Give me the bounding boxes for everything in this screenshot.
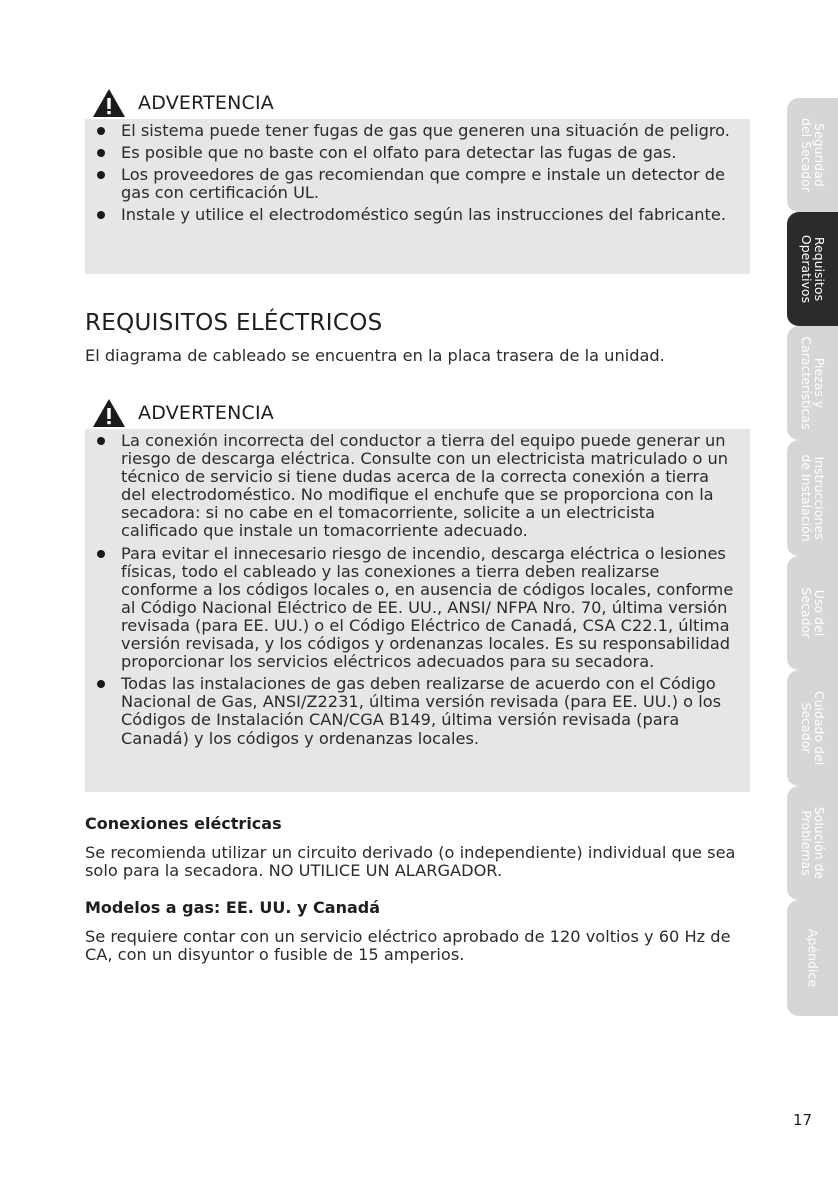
bullet-icon bbox=[97, 171, 105, 179]
warning-title: ADVERTENCIA bbox=[138, 92, 275, 114]
tab-label: del Secador bbox=[798, 118, 814, 192]
warning-heading-2 bbox=[92, 398, 274, 428]
list-item: La conexión incorrecta del conductor a tierra del equipo puede generar un riesgo de descarga eléctrica. Consulte con un electricista matriculado o un técnico de servicio si tiene dudas acerca de la correcta conexión a tierra del electrodoméstico. No modifique el enchufe que se proporciona con la secadora: si no cabe en el tomacorriente, solicite a un electricista calificado que instale un tomacorriente adecuado. bbox=[97, 432, 736, 541]
tab-piezas[interactable] bbox=[787, 326, 838, 441]
page-number: 17 bbox=[793, 1111, 813, 1129]
tab-label: Características bbox=[798, 336, 814, 430]
tab-label: Piezas y bbox=[811, 357, 827, 409]
tab-label: Instrucciones bbox=[811, 456, 827, 540]
tab-requisitos[interactable] bbox=[787, 212, 838, 327]
warning-title: ADVERTENCIA bbox=[138, 402, 275, 424]
bullet-icon bbox=[97, 550, 105, 558]
tab-uso[interactable] bbox=[787, 556, 838, 671]
warning-triangle-icon bbox=[92, 88, 126, 118]
tab-cuidado[interactable] bbox=[787, 670, 838, 787]
bullet-icon bbox=[97, 437, 105, 445]
bullet-icon bbox=[97, 149, 105, 157]
tab-solucion[interactable] bbox=[787, 786, 838, 901]
warning-triangle-icon bbox=[92, 398, 126, 428]
tab-seguridad[interactable] bbox=[787, 98, 838, 213]
list-item: Instale y utilice el electrodoméstico según las instrucciones del fabricante. bbox=[97, 206, 736, 224]
list-item: Es posible que no baste con el olfato para detectar las fugas de gas. bbox=[97, 144, 736, 162]
warning-heading-1 bbox=[92, 88, 274, 118]
tab-label: de Instalación bbox=[798, 454, 814, 542]
list-item: Los proveedores de gas recomiendan que compre e instale un detector de gas con certificación UL. bbox=[97, 166, 736, 202]
electrical-text: Se recomienda utilizar un circuito derivado (o independiente) individual que sea solo para la secadora. NO UTILICE UN ALARGADOR. bbox=[85, 843, 736, 881]
section-intro: El diagrama de cableado se encuentra en la placa trasera de la unidad. bbox=[85, 346, 665, 365]
electrical-heading: Conexiones eléctricas bbox=[85, 814, 282, 833]
tab-label: Requisitos bbox=[811, 236, 827, 302]
list-item: Para evitar el innecesario riesgo de incendio, descarga eléctrica o lesiones físicas, todo el cableado y las conexiones a tierra deben realizarse conforme a los códigos locales o, en ausencia de códigos locales, conforme al Código Nacional Eléctrico de EE. UU., ANSI/ NFPA Nro. 70, última versión revisada (para EE. UU.) o el Código Eléctrico de Canadá, CSA C22.1, última versión revisada, y los códigos y ordenanzas locales. Es su responsabilidad proporcionar los servicios eléctricos adecuados para su secadora. bbox=[97, 545, 736, 672]
tab-label: Operativos bbox=[798, 234, 814, 304]
tab-label: Cuidado del bbox=[811, 690, 827, 766]
tab-label: Seguridad bbox=[811, 123, 827, 187]
bullet-icon bbox=[97, 680, 105, 688]
bullet-icon bbox=[97, 127, 105, 135]
list-item: El sistema puede tener fugas de gas que generen una situación de peligro. bbox=[97, 122, 736, 140]
warning-box-2 bbox=[85, 429, 750, 792]
bullet-icon bbox=[97, 211, 105, 219]
tab-label: Secador bbox=[798, 587, 814, 639]
list-item: Todas las instalaciones de gas deben realizarse de acuerdo con el Código Nacional de Gas, ANSI/Z2231, última versión revisada (para EE. UU.) o los Códigos de Instalación CAN/CGA B149, última versión revisada (para Canadá) y los códigos y ordenanzas locales. bbox=[97, 675, 736, 747]
tab-apendice[interactable] bbox=[787, 900, 838, 1017]
tab-instrucciones[interactable] bbox=[787, 440, 838, 557]
tab-label: Apéndice bbox=[805, 928, 820, 988]
tab-label: Uso del bbox=[811, 589, 827, 637]
gas-models-text: Se requiere contar con un servicio eléctrico aprobado de 120 voltios y 60 Hz de CA, con un disyuntor o fusible de 15 amperios. bbox=[85, 927, 731, 965]
section-title: REQUISITOS ELÉCTRICOS bbox=[85, 310, 383, 336]
warning-box-1 bbox=[85, 119, 750, 274]
tab-label: Secador bbox=[798, 702, 814, 754]
tab-label: Solución de bbox=[811, 806, 827, 880]
tab-label: Problemas bbox=[798, 810, 814, 876]
gas-models-heading: Modelos a gas: EE. UU. y Canadá bbox=[85, 898, 381, 917]
